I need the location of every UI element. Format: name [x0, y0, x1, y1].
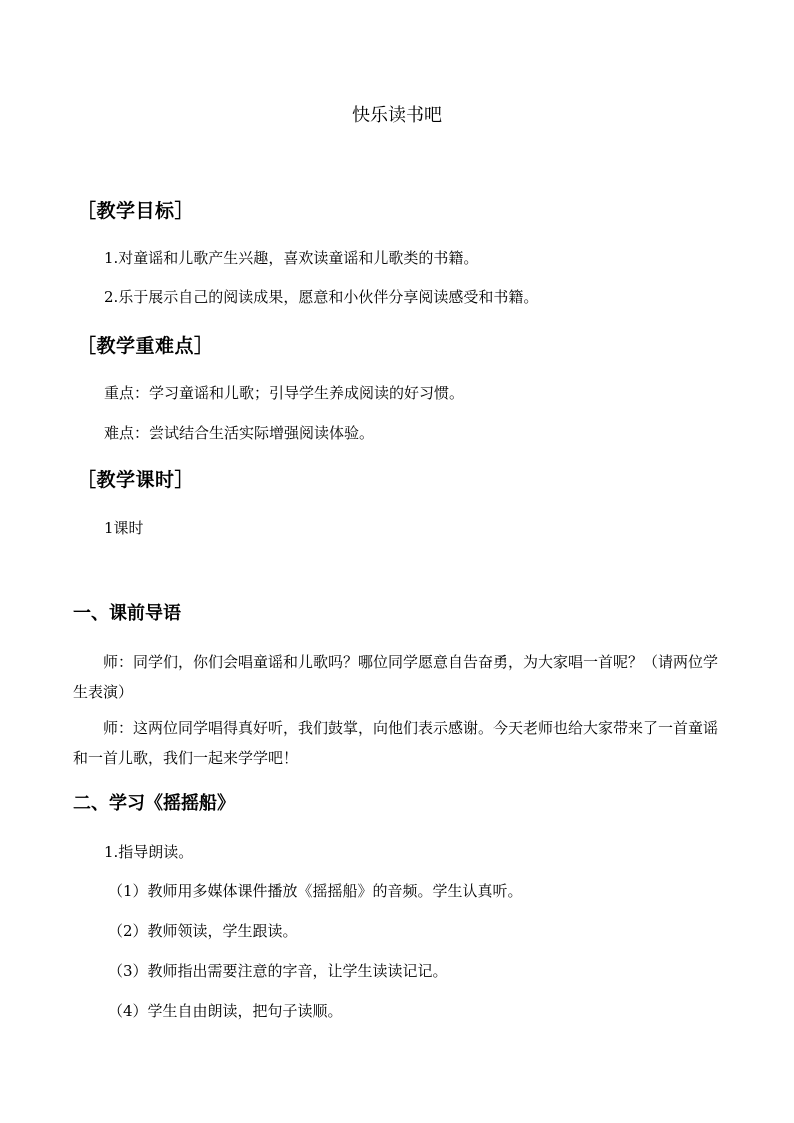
section1-paragraph: 师：这两位同学唱得真好听，我们鼓掌，向他们表示感谢。今天老师也给大家带来了一首童谣和一首儿歌，我们一起来学学吧！ — [73, 719, 719, 767]
section1-paragraph: 师：同学们，你们会唱童谣和儿歌吗？哪位同学愿意自告奋勇，为大家唱一首呢？（请两位学生表演） — [73, 653, 719, 701]
section2-substep: （1）教师用多媒体课件播放《摇摇船》的音频。学生认真听。 — [108, 882, 523, 900]
objective-item: 1.对童谣和儿歌产生兴趣，喜欢读童谣和儿歌类的书籍。 — [104, 249, 479, 267]
periods-heading: ［教学课时］ — [77, 469, 195, 491]
section2-substep: （2）教师领读，学生跟读。 — [108, 922, 298, 940]
section2-heading: 二、学习《摇摇船》 — [73, 793, 235, 814]
key-point-item: 难点：尝试结合生活实际增强阅读体验。 — [104, 424, 375, 442]
section2-substep: （4）学生自由朗读，把句子读顺。 — [108, 1002, 343, 1020]
section2-substep: （3）教师指出需要注意的字音，让学生读读记记。 — [108, 962, 448, 980]
key-points-heading: ［教学重难点］ — [77, 335, 214, 357]
section1-heading: 一、课前导语 — [73, 603, 181, 624]
key-point-item: 重点：学习童谣和儿歌；引导学生养成阅读的好习惯。 — [104, 384, 465, 402]
periods-value: 1课时 — [104, 519, 144, 537]
objectives-heading: ［教学目标］ — [77, 200, 195, 222]
section2-step: 1.指导朗读。 — [104, 843, 194, 861]
document-title: 快乐读书吧 — [352, 105, 442, 126]
objective-item: 2.乐于展示自己的阅读成果，愿意和小伙伴分享阅读感受和书籍。 — [104, 288, 539, 306]
